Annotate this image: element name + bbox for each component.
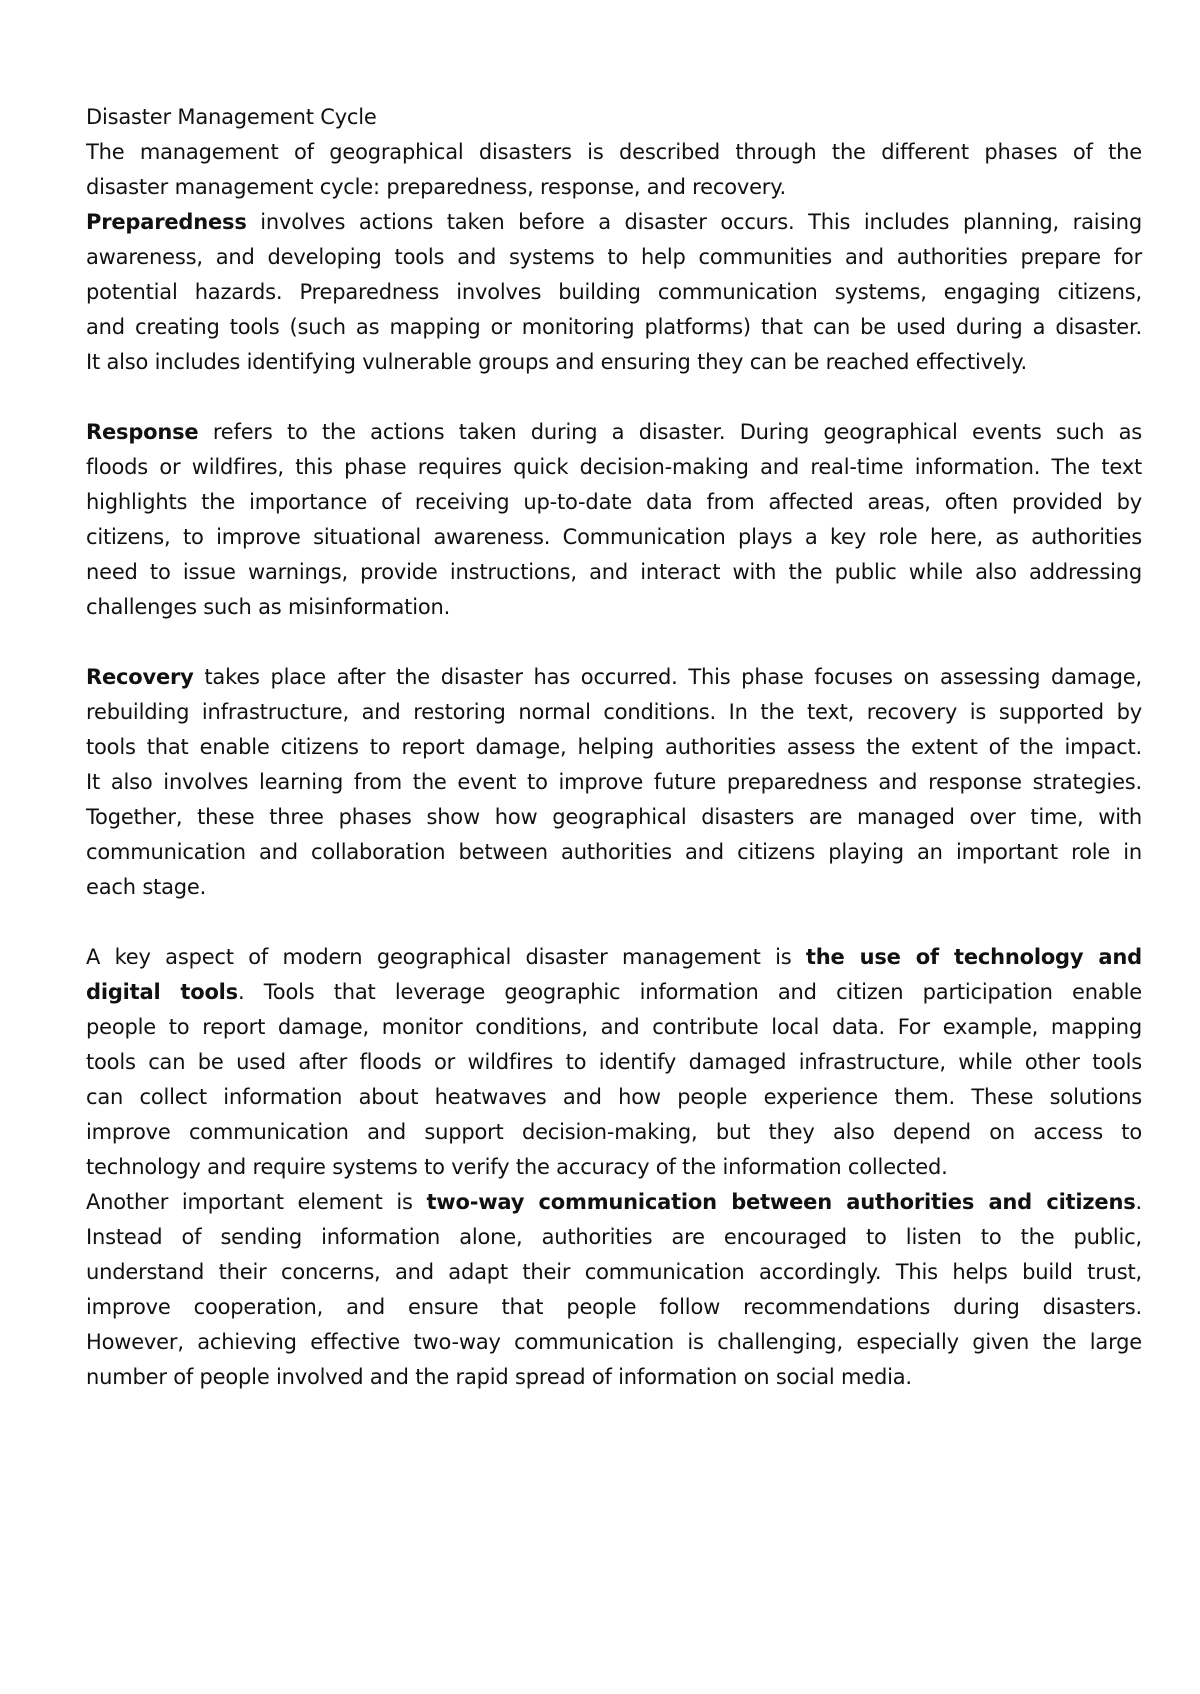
- preparedness-line: [86, 205, 1142, 240]
- preparedness-line: potential hazards. Preparedness involves building communication systems, engaging citizens,: [86, 280, 1142, 304]
- document-title: Disaster Management Cycle: [86, 105, 377, 129]
- intro-paragraph: [86, 135, 1142, 205]
- response-paragraph: [86, 415, 1142, 625]
- recovery-paragraph: [86, 660, 1142, 905]
- recovery-text: takes place after the disaster has occurred. This phase focuses on assessing damage,: [193, 665, 1142, 689]
- response-line: citizens, to improve situational awareness. Communication plays a key role here, as authorities: [86, 525, 1142, 549]
- two-way-line: [86, 1185, 1142, 1220]
- recovery-term: Recovery: [86, 665, 194, 689]
- technology-line: can collect information about heatwaves and how people experience them. These solutions: [86, 1085, 1142, 1109]
- paragraph-gap: [86, 905, 1142, 940]
- recovery-line: communication and collaboration between authorities and citizens playing an important role in: [86, 840, 1142, 864]
- two-way-text: Another important element is: [86, 1190, 427, 1214]
- two-way-line: Instead of sending information alone, authorities are encouraged to listen to the public,: [86, 1225, 1142, 1249]
- response-line: highlights the importance of receiving up-to-date data from affected areas, often provided by: [86, 490, 1142, 514]
- two-way-line: improve cooperation, and ensure that people follow recommendations during disasters.: [86, 1295, 1142, 1319]
- technology-line: tools can be used after floods or wildfires to identify damaged infrastructure, while other tools: [86, 1050, 1142, 1074]
- two-way-line: understand their concerns, and adapt their communication accordingly. This helps build trust,: [86, 1260, 1142, 1284]
- technology-line: improve communication and support decision-making, but they also depend on access to: [86, 1120, 1142, 1144]
- recovery-line: [86, 660, 1142, 695]
- preparedness-line: awareness, and developing tools and systems to help communities and authorities prepare for: [86, 245, 1142, 269]
- recovery-line: It also involves learning from the event to improve future preparedness and response strategies.: [86, 770, 1142, 794]
- technology-text: A key aspect of modern geographical disaster management is: [86, 945, 806, 969]
- response-line: need to issue warnings, provide instructions, and interact with the public while also addressing: [86, 560, 1142, 584]
- two-way-line: number of people involved and the rapid spread of information on social media.: [86, 1365, 912, 1389]
- technology-emphasis: the use of technology and: [805, 945, 1142, 969]
- technology-paragraph: [86, 940, 1142, 1185]
- recovery-line: rebuilding infrastructure, and restoring normal conditions. In the text, recovery is supported by: [86, 700, 1142, 724]
- response-line: challenges such as misinformation.: [86, 595, 451, 619]
- recovery-line: Together, these three phases show how geographical disasters are managed over time, with: [86, 805, 1142, 829]
- preparedness-text: involves actions taken before a disaster occurs. This includes planning, raising: [246, 210, 1142, 234]
- preparedness-line: It also includes identifying vulnerable groups and ensuring they can be reached effectively.: [86, 350, 1027, 374]
- preparedness-line: and creating tools (such as mapping or monitoring platforms) that can be used during a disaster.: [86, 315, 1142, 339]
- paragraph-gap: [86, 625, 1142, 660]
- intro-line: disaster management cycle: preparedness, response, and recovery.: [86, 175, 786, 199]
- two-way-emphasis: two-way communication between authorities and citizens: [426, 1190, 1136, 1214]
- response-line: floods or wildfires, this phase requires quick decision-making and real-time information. The text: [86, 455, 1142, 479]
- response-term: Response: [86, 420, 199, 444]
- technology-line: technology and require systems to verify the accuracy of the information collected.: [86, 1155, 948, 1179]
- technology-emphasis: digital tools: [86, 980, 238, 1004]
- response-line: [86, 415, 1142, 450]
- two-way-line: However, achieving effective two-way communication is challenging, especially given the large: [86, 1330, 1142, 1354]
- technology-line: [86, 940, 1142, 975]
- document-page: [86, 100, 1142, 1395]
- preparedness-term: Preparedness: [86, 210, 247, 234]
- intro-line: The management of geographical disasters is described through the different phases of the: [86, 140, 1142, 164]
- two-way-text: .: [1135, 1190, 1142, 1214]
- response-text: refers to the actions taken during a disaster. During geographical events such as: [198, 420, 1142, 444]
- technology-line: [86, 975, 1142, 1010]
- technology-line: people to report damage, monitor conditions, and contribute local data. For example, mapping: [86, 1015, 1142, 1039]
- two-way-paragraph: [86, 1185, 1142, 1395]
- recovery-line: tools that enable citizens to report damage, helping authorities assess the extent of the impact.: [86, 735, 1142, 759]
- paragraph-gap: [86, 380, 1142, 415]
- recovery-line: each stage.: [86, 875, 207, 899]
- technology-text: . Tools that leverage geographic information and citizen participation enable: [237, 980, 1143, 1004]
- preparedness-paragraph: [86, 205, 1142, 380]
